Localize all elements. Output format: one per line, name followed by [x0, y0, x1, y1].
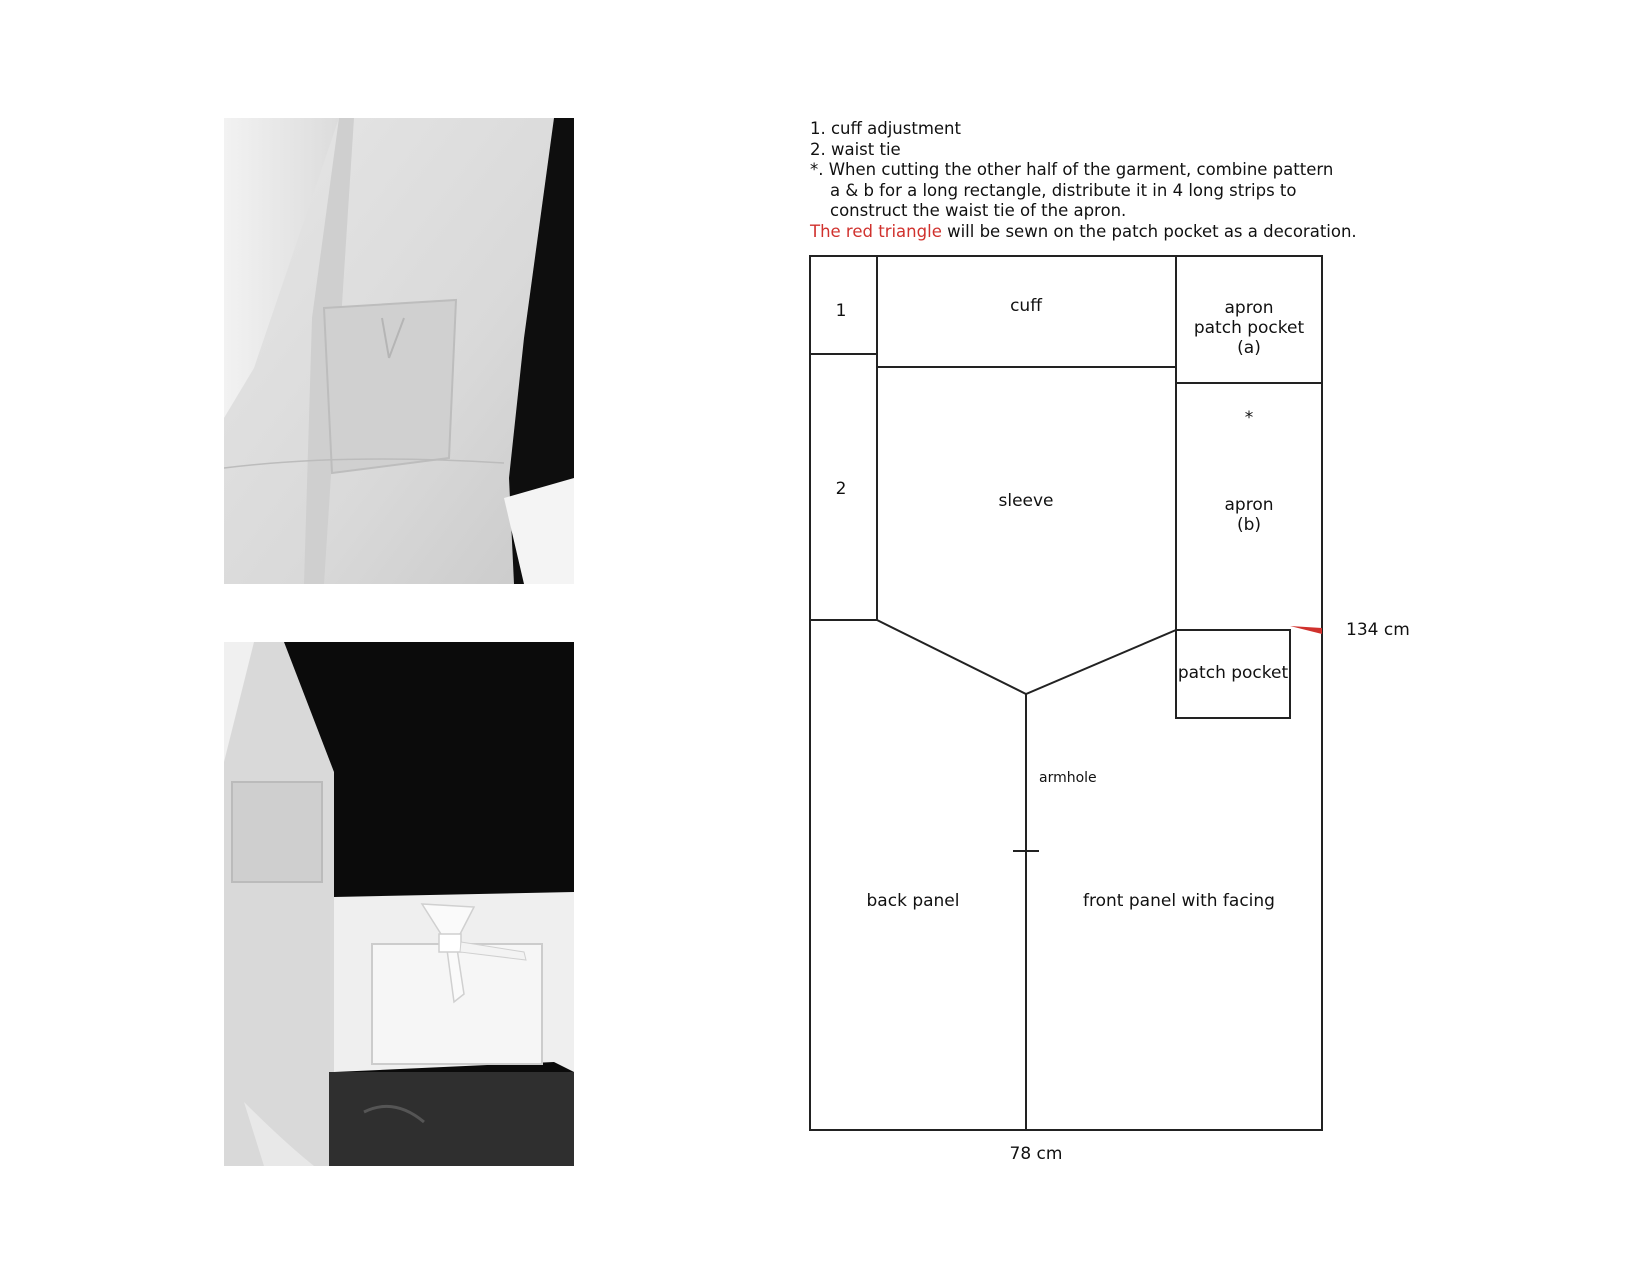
apron-pocket-label-2: patch pocket	[1193, 318, 1305, 338]
front-panel-label: front panel with facing	[1083, 891, 1275, 911]
apron-pocket-label-1: apron	[1224, 298, 1274, 318]
note-cuff-adjustment: 1. cuff adjustment	[810, 119, 961, 138]
sleeve-label: sleeve	[998, 491, 1054, 511]
apron-b-label-2: (b)	[1236, 515, 1262, 535]
cuff-label: cuff	[1010, 296, 1042, 316]
note-star-line2: a & b for a long rectangle, distribute it in 4 long strips to	[830, 180, 1297, 200]
note-red-phrase: The red triangle	[810, 221, 942, 241]
photo-shirt-pocket	[224, 118, 574, 584]
pattern-layout-diagram	[800, 250, 1410, 1180]
patch-pocket-label: patch pocket	[1177, 663, 1289, 683]
photo-waist-apron	[224, 642, 574, 1166]
apron-b-star: *	[1244, 408, 1254, 428]
back-panel-label: back panel	[866, 891, 960, 911]
armhole-label: armhole	[1039, 770, 1097, 786]
note-star-line1: *. When cutting the other half of the garment, combine pattern	[810, 160, 1334, 179]
piece-1-label: 1	[835, 301, 847, 321]
red-triangle-decoration	[1290, 626, 1322, 634]
note-star-line3: construct the waist tie of the apron.	[830, 201, 1127, 220]
fabric-outline	[810, 256, 1322, 1130]
sleeve-bottom-edge	[877, 620, 1176, 694]
width-dimension-label: 78 cm	[1009, 1144, 1063, 1164]
note-waist-tie: 2. waist tie	[810, 139, 901, 159]
pattern-notes	[810, 119, 1370, 242]
height-dimension-label: 134 cm	[1346, 620, 1410, 640]
note-red-rest: will be sewn on the patch pocket as a decoration.	[941, 221, 1357, 241]
note-red-triangle	[810, 222, 1370, 243]
apron-b-label-1: apron	[1224, 495, 1274, 515]
apron-pocket-label-3: (a)	[1237, 338, 1261, 358]
piece-2-label: 2	[835, 479, 847, 499]
